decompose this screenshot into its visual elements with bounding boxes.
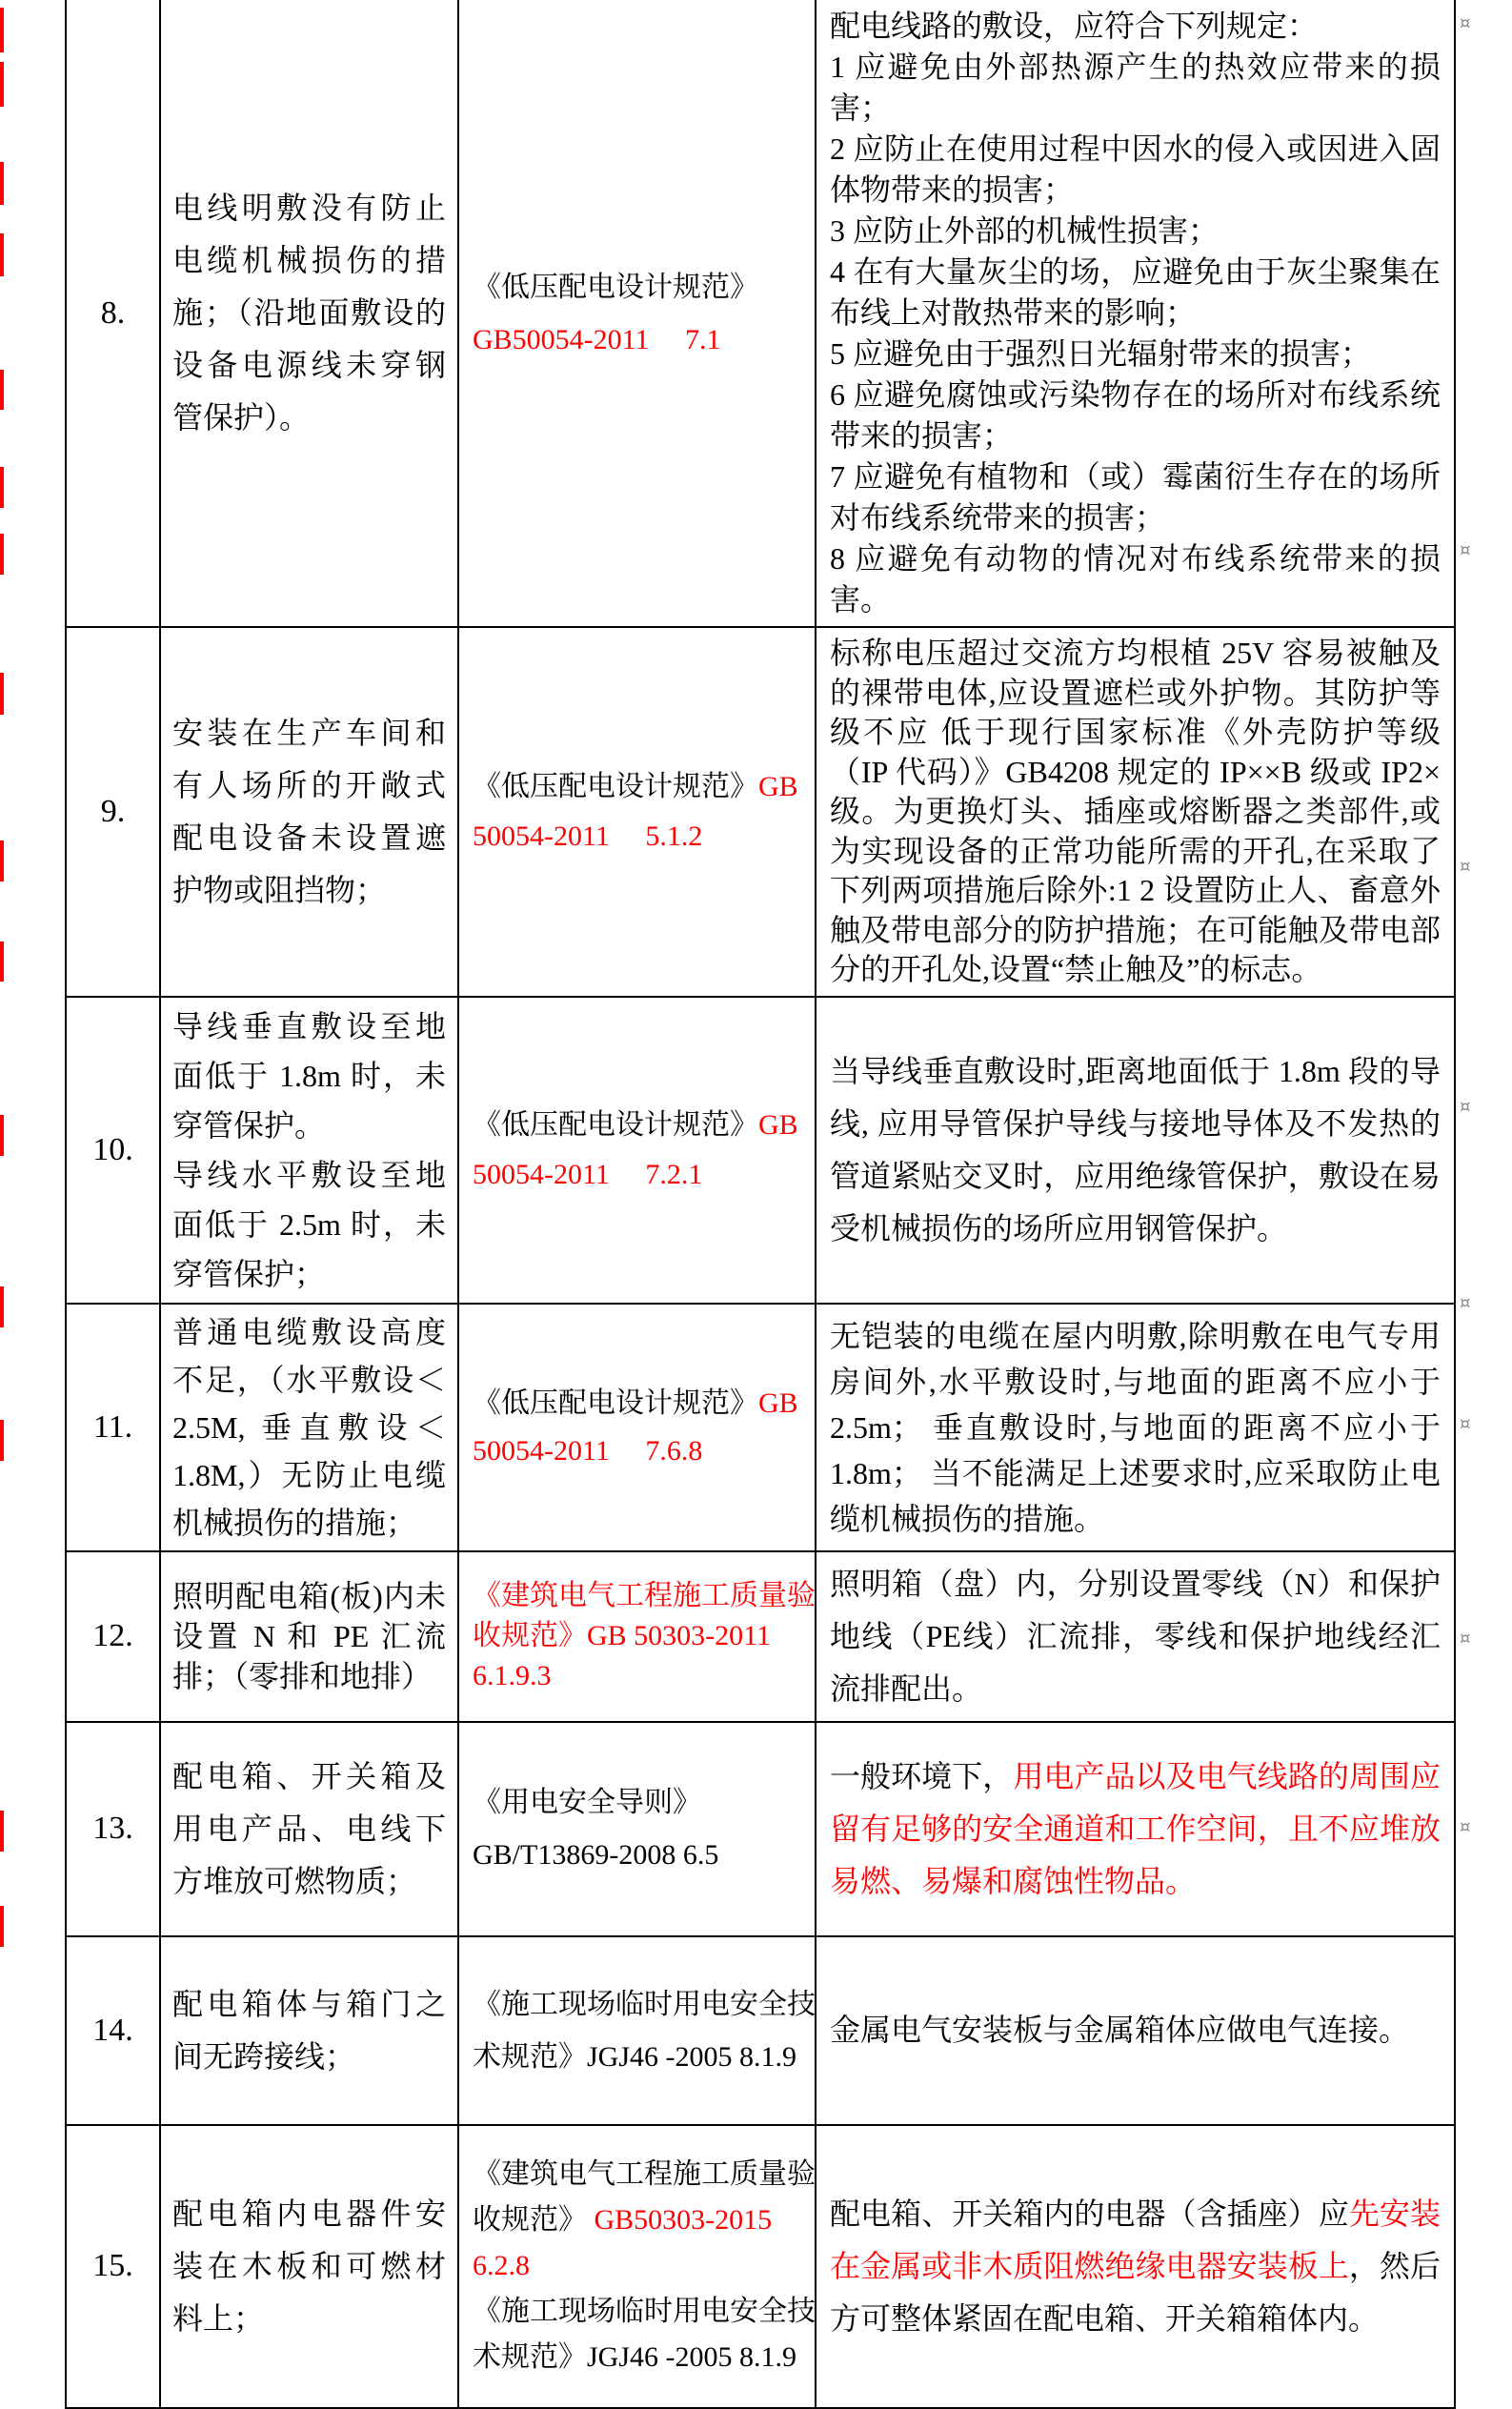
regulation-paragraph [830, 375, 1441, 456]
text-segment: 《建筑电气工程施工质量验 [473, 2158, 816, 2190]
paragraph-mark-icon: ¤ [1460, 857, 1471, 877]
highlighted-text: 6.2.8 [473, 2250, 530, 2281]
issue-paragraph: 电线明敷没有防止电缆机械损伤的措施；（沿地面敷设的设备电源线未穿钢管保护）。 [172, 191, 446, 435]
revision-bar-icon [0, 62, 4, 107]
paragraph-mark-icon: ¤ [1460, 1629, 1471, 1649]
text-segment: 8 应避免有动物的情况对布线系统带来的损害。 [830, 541, 1441, 617]
reference-cell [458, 1304, 816, 1551]
paragraph-mark-icon: ¤ [1460, 1293, 1471, 1313]
text-segment: 配电箱、开关箱内的电器（含插座）应 [830, 2196, 1349, 2231]
regulation-paragraph [830, 47, 1441, 129]
reference-line [473, 1776, 801, 1829]
issue-cell [160, 1304, 458, 1551]
text-segment: 术规范》JGJ46 -2005 8.1.9 [473, 2040, 797, 2073]
paragraph-mark-icon: ¤ [1460, 1097, 1471, 1117]
reference-cell [458, 997, 816, 1304]
issue-paragraph: 普通电缆敷设高度不足，（水平敷设＜2.5M, 垂直敷设＜1.8M,）无防止电缆机械损伤的措施； [172, 1314, 446, 1540]
reference-line [473, 314, 801, 366]
text-segment: 《施工现场临时用电安全技 [473, 1988, 816, 2020]
row-number-cell: 15. [66, 2125, 160, 2408]
issue-paragraph: 导线水平敷设至地面低于 2.5m 时，未穿管保护； [172, 1157, 446, 1291]
regulation-paragraph [830, 1558, 1441, 1715]
text-segment: 标称电压超过交流方均根植 25V 容易被触及的裸带电体,应设置遮栏或外护物。其防护等级不应 低于现行国家标准《外壳防护等级（IP 代码）》GB4208 规定的 IP××B 级或 IP2×级。为更换灯头、插座或熔断器之类部件,或为实现设备的正常功能所需的开孔,在采取了下列两项措施后除外:1 2 设置防止人、畜意外触及带电部分的防护措施；在可能触及带电部分的开孔处,设置“禁止触及”的标志。 [830, 636, 1441, 986]
reference-line [473, 2243, 801, 2289]
row-number-cell: 8. [66, 0, 160, 627]
highlighted-text: GB50303-2015 [587, 2204, 773, 2236]
reference-cell [458, 1722, 816, 1936]
regulation-paragraph [830, 211, 1441, 252]
reference-line [473, 1380, 801, 1427]
text-segment: GB/T13869-2008 6.5 [473, 1839, 719, 1871]
issue-cell [160, 627, 458, 997]
reference-line [473, 1616, 801, 1656]
issue-cell [160, 1722, 458, 1936]
table-row [66, 2125, 1455, 2408]
reference-line [473, 1829, 801, 1881]
paragraph-mark-icon: ¤ [1460, 1414, 1471, 1434]
issue-cell [160, 1936, 458, 2125]
highlighted-text: 《建筑电气工程施工质量验 [473, 1580, 816, 1611]
reference-line [473, 1427, 801, 1475]
reference-line [473, 762, 801, 812]
reference-line [473, 261, 801, 314]
regulation-paragraph [830, 252, 1441, 334]
regulations-table [65, 0, 1456, 2409]
table-row [66, 0, 1455, 627]
revision-bar-icon [0, 1115, 4, 1156]
regulation-cell [816, 627, 1455, 997]
reference-cell [458, 2125, 816, 2408]
row-number-cell: 14. [66, 1936, 160, 2125]
regulation-cell [816, 997, 1455, 1304]
reference-cell [458, 627, 816, 997]
row-number-cell: 13. [66, 1722, 160, 1936]
paragraph-mark-icon: ¤ [1460, 13, 1471, 33]
text-segment: 2 应防止在使用过程中因水的侵入或因进入固体物带来的损害； [830, 132, 1441, 207]
text-segment: 术规范》JGJ46 -2005 8.1.9 [473, 2341, 797, 2373]
text-segment: 《低压配电设计规范》 [473, 1108, 758, 1141]
revision-bar-icon [0, 1286, 4, 1327]
text-segment: 无铠装的电缆在屋内明敷,除明敷在电气专用房间外,水平敷设时,与地面的距离不应小于 2.5m； 垂直敷设时,与地面的距离不应小于 1.8m； 当不能满足上述要求时,应采取防止电缆机械损伤的措施。 [830, 1318, 1441, 1536]
regulation-cell [816, 1722, 1455, 1936]
regulation-paragraph [830, 634, 1441, 990]
reference-line [473, 812, 801, 861]
reference-cell [458, 1551, 816, 1722]
table-wrapper [65, 0, 1456, 2409]
highlighted-text: 50054-2011 5.1.2 [473, 820, 703, 852]
regulation-paragraph [830, 334, 1441, 375]
revision-bar-icon [0, 941, 4, 982]
text-segment: 《低压配电设计规范》 [473, 770, 758, 802]
regulation-cell [816, 0, 1455, 627]
row-number-cell: 10. [66, 997, 160, 1304]
reference-line [473, 2289, 816, 2335]
text-segment: 1 应避免由外部热源产生的热效应带来的损害； [830, 50, 1441, 125]
regulation-paragraph [830, 6, 1441, 47]
highlighted-text: GB [758, 1387, 798, 1419]
regulation-paragraph [830, 1751, 1441, 1908]
text-segment: 配电线路的敷设，应符合下列规定： [830, 9, 1319, 43]
regulation-cell [816, 2125, 1455, 2408]
revision-bar-icon [0, 370, 4, 410]
regulation-paragraph [830, 1045, 1441, 1255]
revision-bar-icon [0, 534, 4, 575]
reference-line [473, 1150, 801, 1200]
issue-paragraph: 配电箱内电器件安装在木板和可燃材料上； [172, 2196, 446, 2336]
row-number-cell: 11. [66, 1304, 160, 1551]
text-segment: 《低压配电设计规范》 [473, 1387, 758, 1419]
text-segment: 《施工现场临时用电安全技 [473, 2296, 816, 2327]
table-row [66, 1936, 1455, 2125]
issue-cell [160, 997, 458, 1304]
text-segment: 《用电安全导则》 [473, 1787, 701, 1818]
table-row [66, 1304, 1455, 1551]
text-segment: 收规范》 [473, 2204, 587, 2236]
revision-bar-icon [0, 1811, 4, 1852]
reference-line [473, 1656, 801, 1696]
issue-paragraph: 安装在生产车间和有人场所的开敞式配电设备未设置遮护物或阻挡物； [172, 715, 446, 907]
revision-bar-icon [0, 840, 4, 881]
regulation-cell [816, 1551, 1455, 1722]
paragraph-mark-icon: ¤ [1460, 540, 1471, 560]
paragraph-mark-icon: ¤ [1460, 1817, 1471, 1837]
table-row [66, 627, 1455, 997]
regulation-paragraph [830, 456, 1441, 538]
table-row [66, 1722, 1455, 1936]
issue-cell [160, 1551, 458, 1722]
regulation-paragraph [830, 2004, 1441, 2056]
reference-cell [458, 1936, 816, 2125]
regulation-cell [816, 1304, 1455, 1551]
text-segment: 6 应避免腐蚀或污染物存在的场所对布线系统带来的损害； [830, 377, 1441, 453]
highlighted-text: GB [758, 1108, 798, 1141]
reference-line [473, 2335, 801, 2380]
row-number-cell: 12. [66, 1551, 160, 1722]
highlighted-text: 50054-2011 7.6.8 [473, 1434, 703, 1467]
reference-line [473, 1576, 816, 1616]
text-segment: 7 应避免有植物和（或）霉菌衍生存在的场所对布线系统带来的损害； [830, 459, 1441, 535]
text-segment: 金属电气安装板与金属箱体应做电气连接。 [830, 2013, 1410, 2047]
revision-bar-icon [0, 233, 4, 276]
highlighted-text: GB [758, 770, 798, 802]
reference-line [473, 1978, 816, 2031]
issue-paragraph: 导线垂直敷设至地面低于 1.8m 时，未穿管保护。 [172, 1008, 446, 1143]
text-segment: 照明箱（盘）内，分别设置零线（N）和保护地线（PE线）汇流排，零线和保护地线经汇流排配出。 [830, 1566, 1441, 1706]
regulation-paragraph [830, 2188, 1441, 2345]
reference-line [473, 1101, 801, 1150]
text-segment: 《低压配电设计规范》 [473, 271, 758, 303]
highlighted-text: 用电产品以及电气线路的周围应留有足够的安全通道和工作空间，且不应堆放易燃、易爆和腐蚀性物品。 [830, 1758, 1441, 1898]
reference-line [473, 2197, 801, 2243]
text-segment: 一般环境下， [830, 1758, 1014, 1793]
revision-bar-icon [0, 467, 4, 508]
revision-bar-icon [0, 1420, 4, 1461]
issue-cell [160, 2125, 458, 2408]
issue-paragraph: 配电箱体与箱门之间无跨接线； [172, 1986, 446, 2074]
highlighted-text: GB50054-2011 7.1 [473, 323, 721, 355]
regulation-cell [816, 1936, 1455, 2125]
text-segment: 当导线垂直敷设时,距离地面低于 1.8m 段的导线, 应用导管保护导线与接地导体及不发热的管道紧贴交叉时，应用绝缘管保护，敷设在易受机械损伤的场所应用钢管保护。 [830, 1053, 1441, 1245]
row-number-cell: 9. [66, 627, 160, 997]
table-body [66, 0, 1455, 2408]
reference-line [473, 2152, 816, 2197]
text-segment: ，然后方可整体紧固在配电箱、开关箱箱体内。 [830, 2248, 1441, 2336]
text-segment: 5 应避免由于强烈日光辐射带来的损害； [830, 336, 1372, 371]
highlighted-text: 6.1.9.3 [473, 1660, 552, 1691]
revision-bar-icon [0, 162, 4, 205]
highlighted-text: 收规范》GB 50303-2011 [473, 1620, 772, 1651]
revision-bar-icon [0, 1906, 4, 1947]
text-segment: 4 在有大量灰尘的场，应避免由于灰尘聚集在布线上对散热带来的影响； [830, 254, 1441, 330]
revision-bar-icon [0, 8, 4, 52]
regulation-paragraph [830, 538, 1441, 620]
reference-line [473, 2031, 801, 2083]
issue-paragraph: 照明配电箱(板)内未设置 N 和 PE 汇流排；（零排和地排） [172, 1579, 446, 1693]
table-row [66, 997, 1455, 1304]
reference-cell [458, 0, 816, 627]
highlighted-text: 先安装在金属或非木质阻燃绝缘电器安装板上 [830, 2196, 1441, 2283]
regulation-paragraph [830, 129, 1441, 211]
table-row [66, 1551, 1455, 1722]
regulation-paragraph [830, 1313, 1441, 1542]
issue-paragraph: 配电箱、开关箱及用电产品、电线下方堆放可燃物质； [172, 1758, 446, 1898]
text-segment: 3 应防止外部的机械性损害； [830, 213, 1220, 248]
issue-cell [160, 0, 458, 627]
highlighted-text: 50054-2011 7.2.1 [473, 1158, 703, 1190]
revision-bar-icon [0, 673, 4, 715]
